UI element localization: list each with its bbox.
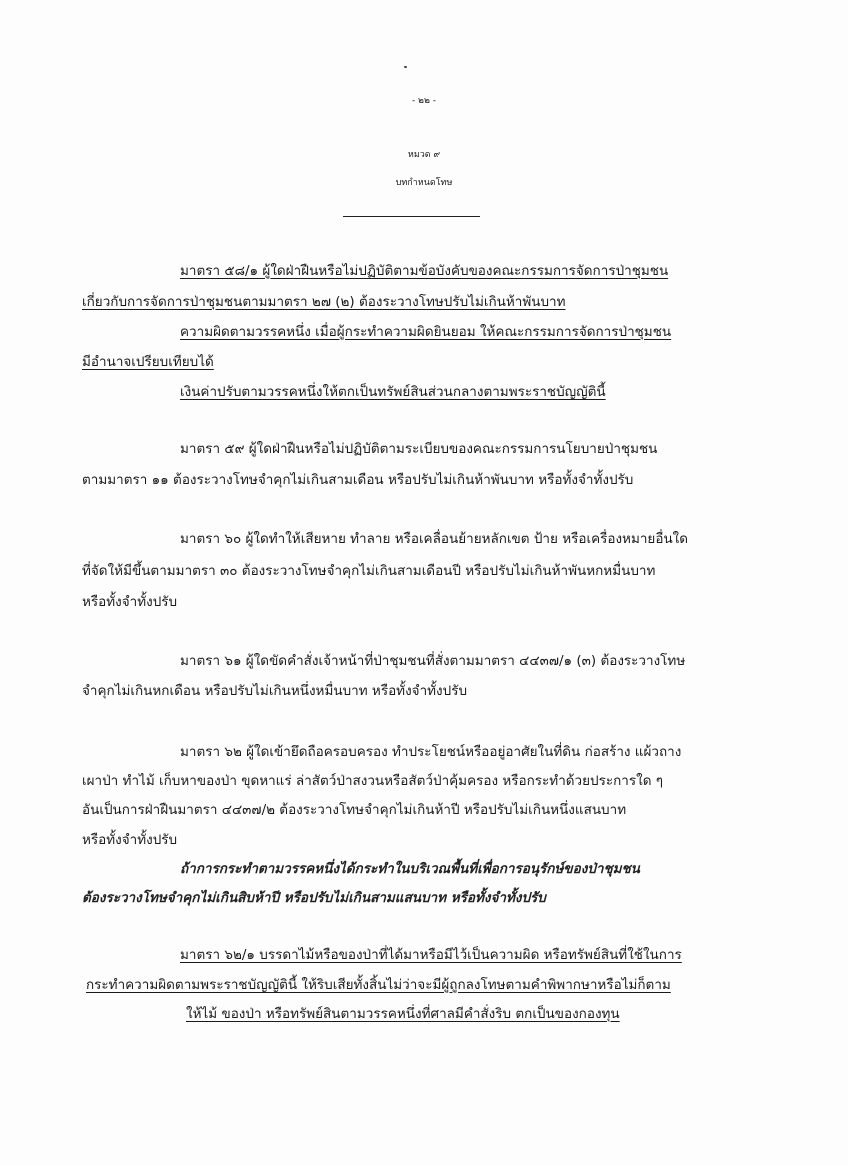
section-60-line-1: มาตรา ๖๐ ผู้ใดทำให้เสียหาย ทำลาย หรือเคลื่อนย้ายหลักเขต ป้าย หรือเครื่องหมายอื่นใด (180, 531, 689, 547)
section-58-1-line-4: มีอำนาจเปรียบเทียบได้ (82, 354, 214, 370)
section-61-line-2: จำคุกไม่เกินหกเดือน หรือปรับไม่เกินหนึ่งหมื่นบาท หรือทั้งจำทั้งปรับ (82, 683, 468, 699)
section-62-line-1: มาตรา ๖๒ ผู้ใดเข้ายึดถือครอบครอง ทำประโยชน์หรืออยู่อาศัยในที่ดิน ก่อสร้าง แผ้วถาง (180, 744, 682, 760)
section-59-line-2: ตามมาตรา ๑๑ ต้องระวางโทษจำคุกไม่เกินสามเดือน หรือปรับไม่เกินห้าพันบาท หรือทั้งจำทั้งปรับ (82, 472, 634, 488)
page-number: - ๒๒ - (411, 96, 437, 106)
section-62-1-line-3: ให้ไม้ ของป่า หรือทรัพย์สินตามวรรคหนึ่งที่ศาลมีคำสั่งริบ ตกเป็นของกองทุน (186, 1006, 620, 1022)
section-62-line-6: ต้องระวางโทษจำคุกไม่เกินสิบห้าปี หรือปรับไม่เกินสามแสนบาท หรือทั้งจำทั้งปรับ (82, 890, 546, 906)
section-62-1-line-1: มาตรา ๖๒/๑ บรรดาไม้หรือของป่าที่ได้มาหรือมีไว้เป็นความผิด หรือทรัพย์สินที่ใช้ในการ (180, 947, 682, 963)
chapter-subtitle: บทกำหนดโทษ (395, 178, 453, 188)
section-62-line-4: หรือทั้งจำทั้งปรับ (82, 832, 178, 848)
title-divider (343, 216, 480, 217)
section-62-1-line-2: กระทำความผิดตามพระราชบัญญัตินี้ ให้ริบเสียทั้งสิ้นไม่ว่าจะมีผู้ถูกลงโทษตามคำพิพากษาหรือไม่ก็ตาม (86, 977, 671, 993)
section-62-line-5: ถ้าการกระทำตามวรรคหนึ่งได้กระทำในบริเวณพื้นที่เพื่อการอนุรักษ์ของป่าชุมชน (180, 861, 640, 877)
section-58-1-line-1: มาตรา ๕๘/๑ ผู้ใดฝ่าฝืนหรือไม่ปฏิบัติตามข้อบังคับของคณะกรรมการจัดการป่าชุมชน (180, 263, 669, 279)
scan-speck (404, 66, 407, 68)
section-62-line-2: เผาป่า ทำไม้ เก็บหาของป่า ขุดหาแร่ ล่าสัตว์ป่าสงวนหรือสัตว์ป่าคุ้มครอง หรือกระทำด้วยประการใด ๆ (82, 773, 664, 789)
section-58-1-line-3: ความผิดตามวรรคหนึ่ง เมื่อผู้กระทำความผิดยินยอม ให้คณะกรรมการจัดการป่าชุมชน (180, 324, 672, 340)
section-60-line-3: หรือทั้งจำทั้งปรับ (82, 594, 178, 610)
section-58-1-line-5: เงินค่าปรับตามวรรคหนึ่งให้ตกเป็นทรัพย์สินส่วนกลางตามพระราชบัญญัตินี้ (180, 384, 606, 400)
chapter-title: หมวด ๙ (407, 150, 441, 160)
section-60-line-2: ที่จัดให้มีขึ้นตามมาตรา ๓๐ ต้องระวางโทษจำคุกไม่เกินสามเดือนปี หรือปรับไม่เกินห้าพันหกหมื่นบาท (82, 563, 656, 579)
section-58-1-line-2: เกี่ยวกับการจัดการป่าชุมชนตามมาตรา ๒๗ (๒) ต้องระวางโทษปรับไม่เกินห้าพันบาท (82, 294, 566, 310)
section-59-line-1: มาตรา ๕๙ ผู้ใดฝ่าฝืนหรือไม่ปฏิบัติตามระเบียบของคณะกรรมการนโยบายป่าชุมชน (180, 441, 658, 457)
section-62-line-3: อันเป็นการฝ่าฝืนมาตรา ๔๔๓๗/๒ ต้องระวางโทษจำคุกไม่เกินห้าปี หรือปรับไม่เกินหนึ่งแสนบาท (82, 802, 627, 818)
section-61-line-1: มาตรา ๖๑ ผู้ใดขัดคำสั่งเจ้าหน้าที่ป่าชุมชนที่สั่งตามมาตรา ๔๔๓๗/๑ (๓) ต้องระวางโทษ (180, 653, 686, 669)
